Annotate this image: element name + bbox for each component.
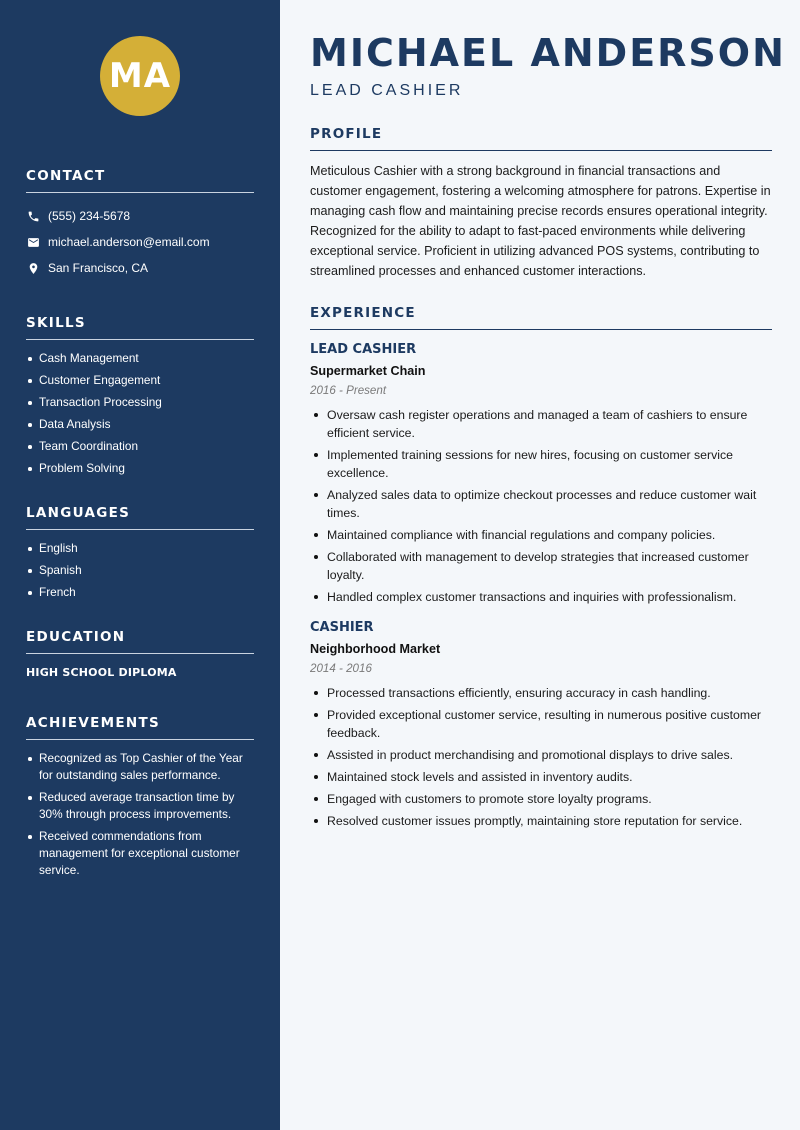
job-company: Neighborhood Market — [310, 642, 441, 656]
achievements-list — [26, 750, 254, 879]
experience-section — [310, 305, 772, 830]
language-item: English — [26, 540, 254, 557]
job-title: CASHIER — [310, 620, 374, 635]
contact-title: CONTACT — [26, 168, 254, 193]
contact-phone — [26, 203, 254, 229]
candidate-name: MICHAEL ANDERSON — [310, 31, 786, 75]
achievements-title: ACHIEVEMENTS — [26, 715, 254, 740]
experience-title: EXPERIENCE — [310, 305, 772, 330]
profile-title: PROFILE — [310, 126, 772, 151]
job-bullets — [310, 684, 772, 830]
skills-title: SKILLS — [26, 315, 254, 340]
job-bullet: Maintained stock levels and assisted in inventory audits. — [310, 768, 772, 786]
language-item: Spanish — [26, 562, 254, 579]
profile-section — [310, 126, 772, 281]
skill-item: Problem Solving — [26, 460, 254, 477]
job-company: Supermarket Chain — [310, 364, 426, 378]
education-section — [26, 629, 254, 679]
contact-section — [26, 168, 254, 281]
job-bullet: Engaged with customers to promote store loyalty programs. — [310, 790, 772, 808]
contact-location — [26, 255, 254, 281]
languages-section — [26, 505, 254, 601]
avatar — [100, 36, 180, 116]
job-bullet: Oversaw cash register operations and managed a team of cashiers to ensure efficient service. — [310, 406, 772, 442]
phone-icon — [26, 209, 40, 223]
job-entry — [310, 620, 772, 830]
skill-item: Cash Management — [26, 350, 254, 367]
email-icon — [26, 235, 40, 249]
job-bullet: Collaborated with management to develop strategies that increased customer loyalty. — [310, 548, 772, 584]
job-bullet: Maintained compliance with financial regulations and company policies. — [310, 526, 772, 544]
job-bullet: Processed transactions efficiently, ensuring accuracy in cash handling. — [310, 684, 772, 702]
languages-title: LANGUAGES — [26, 505, 254, 530]
job-bullet: Handled complex customer transactions and inquiries with professionalism. — [310, 588, 772, 606]
achievements-section — [26, 715, 254, 879]
skills-section — [26, 315, 254, 477]
email-text[interactable]: michael.anderson@email.com — [48, 235, 210, 249]
language-item: French — [26, 584, 254, 601]
skill-item: Customer Engagement — [26, 372, 254, 389]
job-bullet: Resolved customer issues promptly, maintaining store reputation for service. — [310, 812, 772, 830]
main-content — [280, 0, 800, 1130]
skills-list — [26, 350, 254, 477]
candidate-role: LEAD CASHIER — [310, 82, 464, 99]
education-item: HIGH SCHOOL DIPLOMA — [26, 666, 177, 679]
job-entry — [310, 342, 772, 606]
skill-item: Data Analysis — [26, 416, 254, 433]
job-bullet: Analyzed sales data to optimize checkout processes and reduce customer wait times. — [310, 486, 772, 522]
location-pin-icon — [26, 261, 40, 275]
job-bullet: Assisted in product merchandising and promotional displays to drive sales. — [310, 746, 772, 764]
sidebar — [0, 0, 280, 1130]
achievement-item: Received commendations from management for exceptional customer service. — [26, 828, 254, 879]
phone-text[interactable]: (555) 234-5678 — [48, 209, 131, 223]
achievement-item: Reduced average transaction time by 30% through process improvements. — [26, 789, 254, 823]
contact-email — [26, 229, 254, 255]
job-title: LEAD CASHIER — [310, 342, 417, 357]
profile-text: Meticulous Cashier with a strong background in financial transactions and customer engagement, fostering a welcoming atmosphere for patrons. Expertise in managing cash flow and maintaining precise records ensures operational integrity. Recognized for the ability to adapt to fast-paced environments while delivering exceptional service. Proficient in utilizing advanced POS systems, contributing to streamlined processes and enhanced customer interactions. — [310, 164, 771, 278]
job-dates: 2014 - 2016 — [310, 662, 372, 675]
skill-item: Team Coordination — [26, 438, 254, 455]
job-bullet: Provided exceptional customer service, resulting in numerous positive customer feedback. — [310, 706, 772, 742]
job-bullet: Implemented training sessions for new hires, focusing on customer service excellence. — [310, 446, 772, 482]
education-title: EDUCATION — [26, 629, 254, 654]
job-dates: 2016 - Present — [310, 384, 387, 397]
achievement-item: Recognized as Top Cashier of the Year for outstanding sales performance. — [26, 750, 254, 784]
skill-item: Transaction Processing — [26, 394, 254, 411]
job-bullets — [310, 406, 772, 606]
languages-list — [26, 540, 254, 601]
avatar-initials: MA — [108, 56, 172, 96]
location-text: San Francisco, CA — [48, 261, 149, 275]
